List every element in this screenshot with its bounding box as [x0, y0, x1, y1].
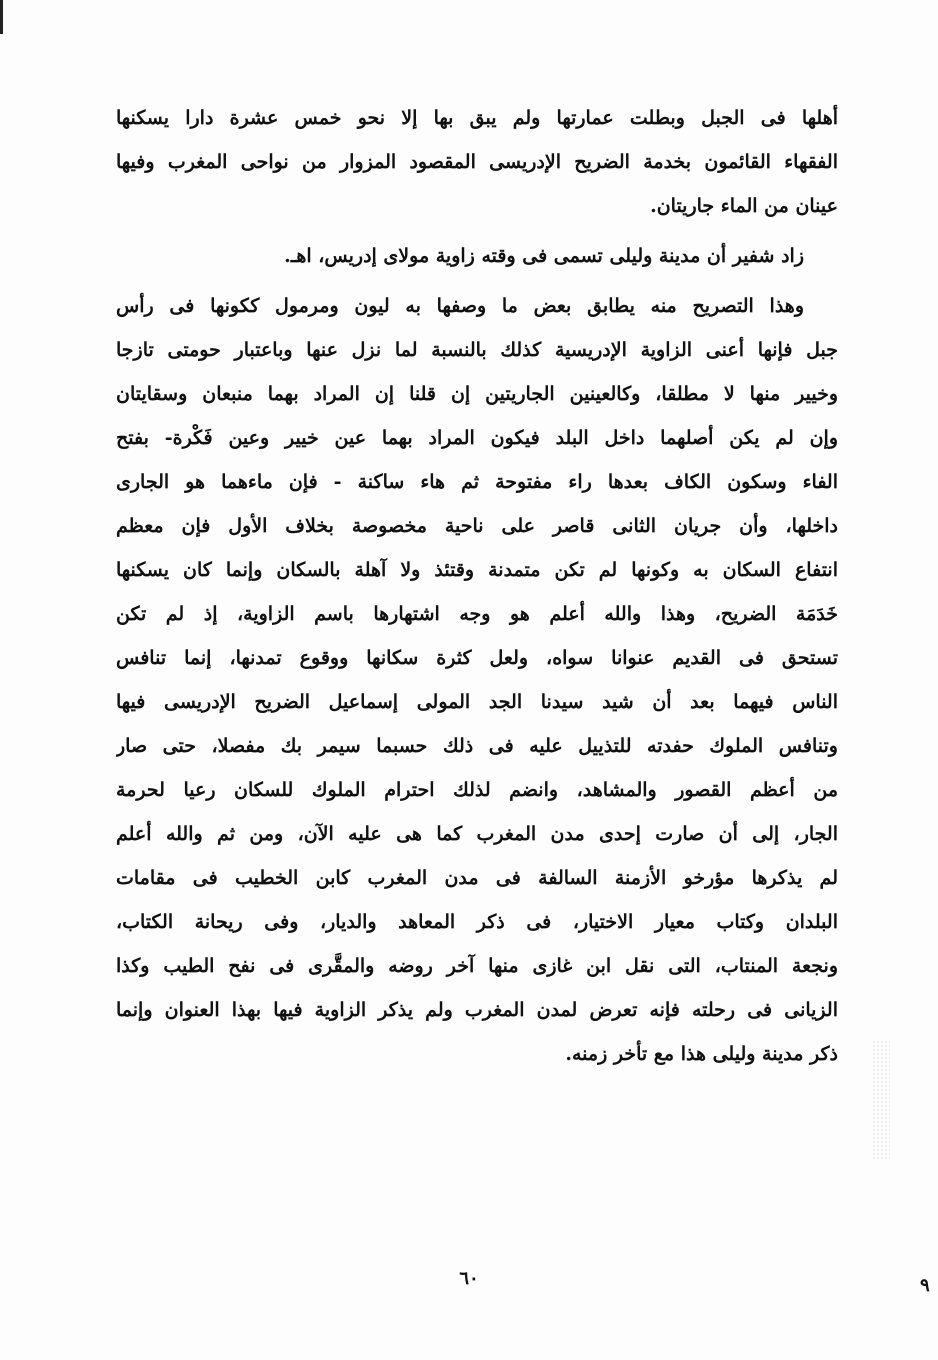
- body-text: [116, 96, 838, 1076]
- text-line: الزيانى فى رحلته فإنه تعرض لمدن المغرب ولم يذكر الزاوية فيها بهذا العنوان وإنما: [116, 999, 838, 1021]
- text-line: تستحق فى القديم عنوانا سواه، ولعل كثرة سكانها ووقوع تمدنها، إنما تنافس: [116, 647, 838, 669]
- text-line: الناس فيهما بعد أن شيد سيدنا الجد المولى إسماعيل الضريح الإدريسى فيها: [116, 691, 838, 713]
- text-line: ذكر مدينة وليلى هذا مع تأخر زمنه.: [565, 1043, 838, 1065]
- text-line: خَدَمَة الضريح، وهذا والله أعلم هو وجه اشتهارها باسم الزاوية، إذ لم تكن: [116, 603, 838, 625]
- scan-noise: [872, 1040, 890, 1160]
- margin-mark: ٩: [920, 1275, 930, 1296]
- text-line: أهلها فى الجبل وبطلت عمارتها ولم يبق بها إلا نحو خمس عشرة دارا يسكنها: [116, 107, 838, 129]
- text-line: وإن لم يكن أصلهما داخل البلد فيكون المراد بهما عين خيير وعين فَكْرة- بفتح: [116, 427, 838, 449]
- text-line: ونجعة المنتاب، التى نقل ابن غازى منها آخر روضه والمقَّرى فى نفح الطيب وكذا: [116, 955, 838, 977]
- scan-edge-mark: [0, 0, 3, 34]
- text-line: الجار، إلى أن صارت إحدى مدن المغرب كما هى عليه الآن، ومن ثم والله أعلم: [116, 823, 838, 845]
- text-line: الفاء وسكون الكاف بعدها راء مفتوحة ثم هاء ساكنة - فإن ماءهما هو الجارى: [116, 471, 838, 493]
- text-line: داخلها، وأن جريان الثانى قاصر على ناحية مخصوصة بخلاف الأول فإن معظم: [116, 515, 838, 537]
- text-line: وتنافس الملوك حفدته للتذييل عليه فى ذلك حسبما سيمر بك مفصلا، حتى صار: [116, 735, 838, 757]
- text-line: من أعظم القصور والمشاهد، وانضم لذلك احترام الملوك للسكان رعيا لحرمة: [116, 779, 838, 801]
- text-line: البلدان وكتاب معيار الاختيار، فى ذكر المعاهد والديار، وفى ريحانة الكتاب،: [116, 911, 838, 933]
- text-line: زاد شفير أن مدينة وليلى تسمى فى وقته زاوية مولاى إدريس، اهـ.: [284, 245, 804, 267]
- text-line: انتفاع السكان به وكونها لم تكن متمدنة وقتئذ ولا آهلة بالسكان وإنما كان يسكنها: [116, 559, 838, 581]
- text-line: وهذا التصريح منه يطابق بعض ما وصفها به ليون ومرمول ككونها فى رأس: [116, 295, 804, 317]
- page-number: ٦٠: [459, 1268, 479, 1289]
- text-line: وخيير منها لا مطلقا، وكالعينين الجاريتين إن قلنا إن المراد بهما منبعان وسقايتان: [116, 383, 838, 405]
- text-line: عينان من الماء جاريتان.: [650, 195, 838, 217]
- text-line: جبل فإنها أعنى الزاوية الإدريسية كذلك بالنسبة لما نزل عنها وباعتبار حومتى تازجا: [116, 339, 838, 361]
- text-line: لم يذكرها مؤرخو الأزمنة السالفة فى مدن المغرب كابن الخطيب فى مقامات: [116, 867, 838, 889]
- text-line: الفقهاء القائمون بخدمة الضريح الإدريسى المقصود المزوار من نواحى المغرب وفيها: [116, 151, 838, 173]
